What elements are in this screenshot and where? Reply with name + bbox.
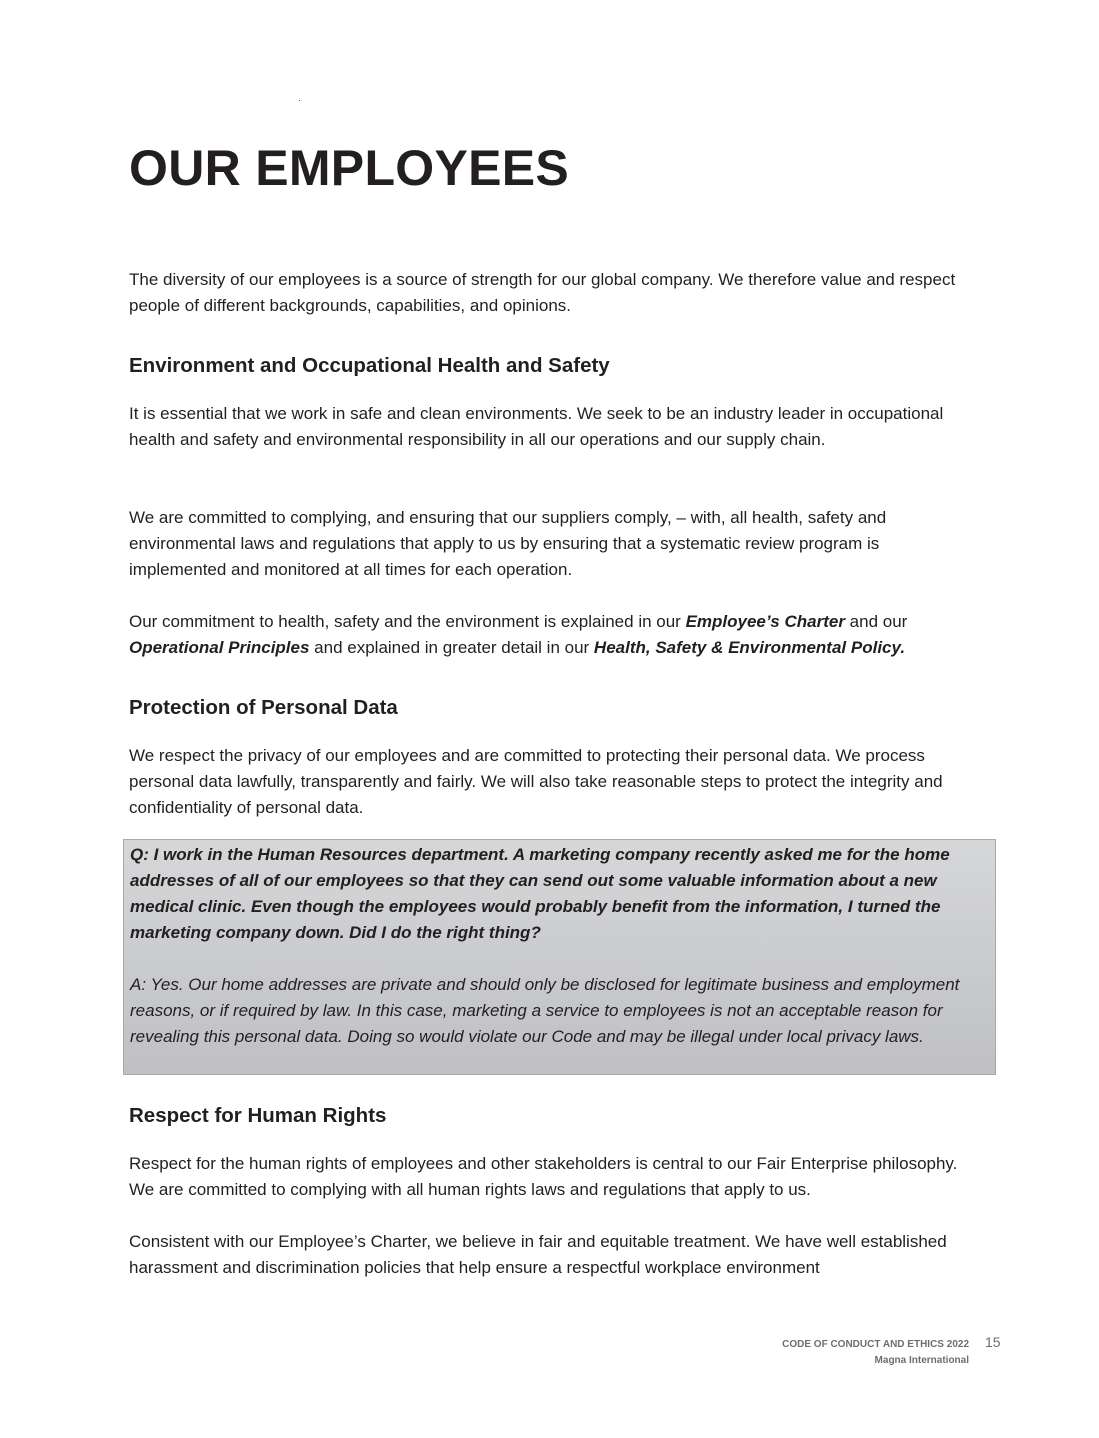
intro-paragraph: The diversity of our employees is a source of strength for our global company. We therefore value and respect people of different backgrounds, capabilities, and opinions. xyxy=(129,270,956,315)
footer-company: Magna International xyxy=(874,1355,969,1366)
personal-data-paragraph: We respect the privacy of our employees and are committed to protecting their personal data. We process personal data lawfully, transparently and fairly. We will also take reasonable steps to protect the integrity and confidentiality of personal data. xyxy=(129,746,943,817)
qa-answer: A: Yes. Our home addresses are private and should only be disclosed for legitimate business and employment reasons, or if required by law. In this case, marketing a service to employees is not an acceptable reason for revealing this personal data. Doing so would violate our Code and may be illegal under local privacy laws. xyxy=(130,975,960,1046)
page-title: OUR EMPLOYEES xyxy=(129,140,570,196)
page-number: 15 xyxy=(985,1334,1001,1350)
ehs-paragraph-1: It is essential that we work in safe and clean environments. We seek to be an industry leader in occupational health and safety and environmental responsibility in all our operations and our supply chain. xyxy=(129,404,944,449)
qa-callout-box xyxy=(123,839,996,1075)
human-rights-paragraph-1: Respect for the human rights of employees and other stakeholders is central to our Fair Enterprise philosophy. We are committed to complying with all human rights laws and regulations that apply to us. xyxy=(129,1154,958,1199)
footer-doc-title: CODE OF CONDUCT AND ETHICS 2022 xyxy=(782,1339,969,1350)
ehs-text-1: Our commitment to health, safety and the environment is explained in our xyxy=(129,612,686,631)
section-heading-ehs: Environment and Occupational Health and Safety xyxy=(129,354,610,377)
employees-charter-ref: Employee’s Charter xyxy=(685,612,845,631)
ehs-text-3: and explained in greater detail in our xyxy=(309,638,594,657)
qa-question: Q: I work in the Human Resources department. A marketing company recently asked me for the home addresses of all of our employees so that they can send out some valuable information about a new medical clinic. Even though the employees would probably benefit from the information, I turned the marketing company down. Did I do the right thing? xyxy=(130,845,950,942)
stray-mark xyxy=(299,100,300,101)
operational-principles-ref: Operational Principles xyxy=(129,638,310,657)
section-heading-human-rights: Respect for Human Rights xyxy=(129,1104,387,1127)
human-rights-paragraph-2: Consistent with our Employee’s Charter, we believe in fair and equitable treatment. We have well established harassment and discrimination policies that help ensure a respectful workplace environment xyxy=(129,1232,947,1277)
section-heading-personal-data: Protection of Personal Data xyxy=(129,696,398,719)
ehs-paragraph-3 xyxy=(129,609,979,661)
ehs-text-2: and our xyxy=(844,612,908,631)
ehs-paragraph-2: We are committed to complying, and ensuring that our suppliers comply, – with, all health, safety and environmental laws and regulations that apply to us by ensuring that a systematic review program is implemented and monitored at all times for each operation. xyxy=(129,508,887,579)
hse-policy-ref: Health, Safety & Environmental Policy. xyxy=(593,638,906,657)
